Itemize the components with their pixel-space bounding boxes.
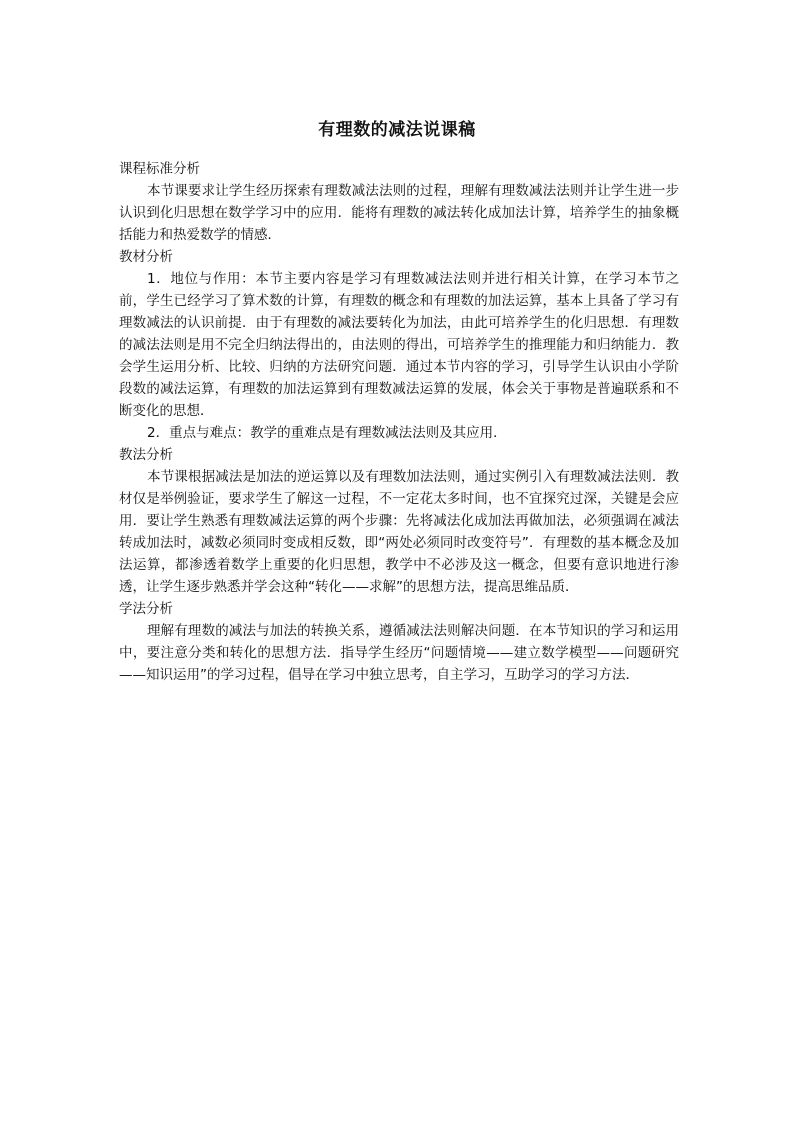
section-heading: 教材分析 [119,249,173,265]
section-learning-method-analysis [119,598,679,686]
section-paragraph: 本节课根据减法是加法的逆运算以及有理数加法法则，通过实例引入有理数减法法则．教材仅是举例验证，要求学生了解这一过程，不一定花太多时间，也不宜探究过深，关键是会应用．要让学生熟悉有理数减法运算的两个步骤：先将减法化成加法再做加法，必须强调在减法转成加法时，减数必须同时变成相反数，即“两处必须同时改变符号”．有理数的基本概念及加法运算，都渗透着数学上重要的化归思想，教学中不必涉及这一概念，但要有意识地进行渗透，让学生逐步熟悉并学会这种“转化——求解”的思想方法，提高思维品质． [119,469,679,595]
section-heading: 学法分析 [119,601,173,617]
section-heading: 课程标准分析 [119,161,200,177]
document-title: 有理数的减法说课稿 [318,120,476,140]
section-paragraph: 本节课要求让学生经历探索有理数减法法则的过程，理解有理数减法法则并让学生进一步认识到化归思想在数学学习中的应用．能将有理数的减法转化成加法计算，培养学生的抽象概括能力和热爱数学的情感． [119,183,679,243]
section-paragraph: 2．重点与难点：教学的重难点是有理数减法法则及其应用． [147,425,507,441]
document-body [119,158,679,686]
section-textbook-analysis [119,246,679,444]
section-curriculum-standard-analysis [119,158,679,246]
section-teaching-method-analysis [119,444,679,598]
section-paragraph: 1．地位与作用：本节主要内容是学习有理数减法法则并进行相关计算，在学习本节之前，学生已经学习了算术数的计算，有理数的概念和有理数的加法运算，基本上具备了学习有理数减法的认识前提．由于有理数的减法要转化为加法，由此可培养学生的化归思想．有理数的减法法则是用不完全归纳法得出的，由法则的得出，可培养学生的推理能力和归纳能力．教会学生运用分析、比较、归纳的方法研究问题．通过本节内容的学习，引导学生认识由小学阶段数的减法运算，有理数的加法运算到有理数减法运算的发展，体会关于事物是普遍联系和不断变化的思想． [119,271,679,419]
section-heading: 教法分析 [119,447,173,463]
section-paragraph: 理解有理数的减法与加法的转换关系，遵循减法法则解决问题．在本节知识的学习和运用中，要注意分类和转化的思想方法．指导学生经历“问题情境——建立数学模型——问题研究——知识运用”的学习过程，倡导在学习中独立思考，自主学习，互助学习的学习方法． [119,623,679,683]
